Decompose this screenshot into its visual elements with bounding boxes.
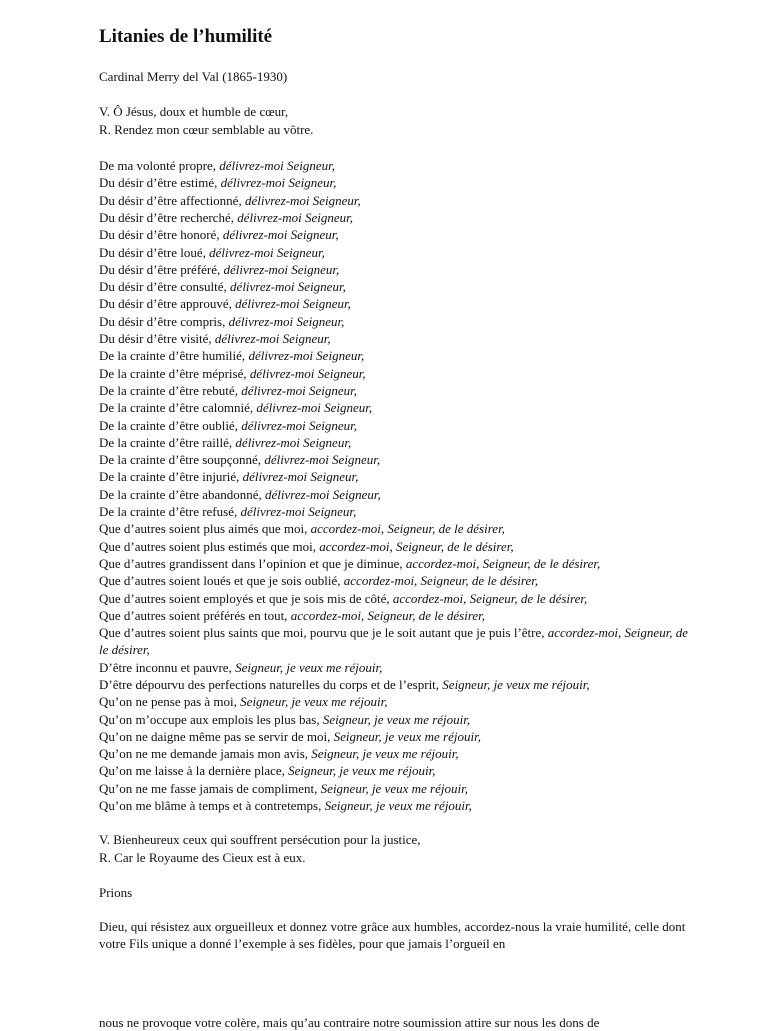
- litany-line: [99, 745, 698, 762]
- invocation-response: Seigneur, je veux me réjouir,: [235, 659, 383, 675]
- litany-line: [99, 538, 698, 555]
- litany-line: [99, 659, 698, 676]
- invocation-text: De la crainte d’être rebuté,: [99, 382, 242, 398]
- invocation-response: délivrez-moi Seigneur,: [235, 296, 351, 312]
- litany-line: [99, 520, 698, 537]
- litany-line: [99, 607, 698, 624]
- invocation-text: Du désir d’être préféré,: [99, 261, 224, 277]
- invocation-text: Du désir d’être affectionné,: [99, 192, 245, 208]
- invocation-response: délivrez-moi Seigneur,: [248, 348, 365, 364]
- invocation-text: Qu’on me blâme à temps et à contretemps,: [99, 798, 325, 813]
- litany-line: [99, 261, 698, 278]
- response: R. Rendez mon cœur semblable au vôtre.: [99, 122, 314, 137]
- invocation-response: délivrez-moi Seigneur,: [264, 452, 381, 468]
- closing-versicle: V. Bienheureux ceux qui souffrent persécution pour la justice,: [99, 832, 421, 847]
- invocation-text: Du désir d’être visité,: [99, 331, 215, 346]
- invocation-response: délivrez-moi Seigneur,: [214, 331, 331, 346]
- litany-line: [99, 762, 698, 779]
- invocation-response: Seigneur, je veux me réjouir,: [311, 746, 459, 762]
- invocation-response: délivrez-moi Seigneur,: [237, 209, 354, 225]
- litany-line: [99, 555, 698, 572]
- invocation-response: délivrez-moi Seigneur,: [241, 382, 357, 398]
- invocation-text: Qu’on ne me fasse jamais de compliment,: [99, 780, 321, 796]
- invocation-text: Du désir d’être approuvé,: [99, 296, 236, 312]
- litany-line: [99, 382, 698, 399]
- cut-off-text-line: nous ne provoque votre colère, mais qu’au contraire notre soumission attire sur nous les dons de: [99, 1015, 600, 1030]
- invocation-response: accordez-moi, Seigneur, de le désirer,: [319, 538, 514, 554]
- invocation-response: Seigneur, je veux me réjouir,: [240, 694, 388, 710]
- invocation-response: accordez-moi, Seigneur, de le désirer,: [405, 555, 601, 571]
- closing-response: R. Car le Royaume des Cieux est à eux.: [99, 850, 306, 865]
- invocation-response: accordez-moi, Seigneur, de le désirer,: [99, 625, 689, 658]
- invocation-text: De la crainte d’être calomnié,: [99, 400, 257, 416]
- invocation-response: délivrez-moi Seigneur,: [223, 261, 340, 277]
- litany-line: [99, 624, 698, 658]
- litany-line: [99, 399, 698, 416]
- invocation-text: D’être inconnu et pauvre,: [99, 659, 236, 675]
- invocation-text: Qu’on me laisse à la dernière place,: [99, 763, 289, 779]
- invocation-response: Seigneur, je veux me réjouir,: [333, 728, 481, 744]
- invocation-text: Du désir d’être honoré,: [99, 227, 223, 243]
- litany-line: [99, 365, 698, 382]
- invocation-response: délivrez-moi Seigneur,: [244, 192, 361, 208]
- invocation-response: délivrez-moi Seigneur,: [228, 313, 345, 329]
- invocation-text: Que d’autres soient plus saints que moi, pourvu que je le soit autant que je puis l’être,: [99, 625, 548, 641]
- litany-line: [99, 209, 698, 226]
- invocation-text: Du désir d’être consulté,: [99, 279, 231, 295]
- invocation-text: Que d’autres soient employés et que je sois mis de côté,: [99, 590, 393, 606]
- invocation-text: Du désir d’être estimé,: [99, 175, 221, 191]
- litany-line: [99, 278, 698, 295]
- document-title: Litanies de l’humilité: [99, 26, 273, 47]
- invocation-response: accordez-moi, Seigneur, de le désirer,: [343, 573, 539, 589]
- invocation-text: Que d’autres soient plus aimés que moi,: [99, 521, 311, 537]
- invocation-response: délivrez-moi Seigneur,: [242, 469, 359, 485]
- litany-line: [99, 313, 698, 330]
- litany-line: [99, 451, 698, 468]
- invocation-response: délivrez-moi Seigneur,: [209, 244, 325, 260]
- litany-line: [99, 797, 698, 814]
- litany-line: [99, 244, 698, 261]
- invocation-text: Qu’on ne me demande jamais mon avis,: [99, 746, 312, 762]
- invocation-response: délivrez-moi Seigneur,: [220, 175, 337, 191]
- litany-line: [99, 157, 698, 174]
- invocation-response: Seigneur, je veux me réjouir,: [288, 763, 436, 779]
- litany-line: [99, 192, 698, 209]
- litany-line: [99, 434, 698, 451]
- author-line: Cardinal Merry del Val (1865-1930): [99, 69, 288, 84]
- invocation-text: De ma volonté propre,: [99, 158, 220, 173]
- invocation-text: Que d’autres soient préférés en tout,: [99, 607, 291, 623]
- invocation-response: délivrez-moi Seigneur,: [256, 400, 373, 416]
- litany-line: [99, 347, 698, 364]
- invocation-text: Du désir d’être compris,: [99, 313, 229, 329]
- litany-line: [99, 503, 698, 520]
- invocation-response: délivrez-moi Seigneur,: [241, 417, 357, 433]
- litany-line: [99, 780, 698, 797]
- invocation-text: Que d’autres soient plus estimés que moi,: [99, 538, 320, 554]
- invocation-text: Du désir d’être loué,: [99, 244, 210, 260]
- invocation-response: Seigneur, je veux me réjouir,: [320, 780, 468, 796]
- invocation-text: Qu’on ne pense pas à moi,: [99, 694, 241, 710]
- litany-line: [99, 486, 698, 503]
- invocation-text: De la crainte d’être injurié,: [99, 469, 243, 485]
- invocation-text: De la crainte d’être soupçonné,: [99, 452, 265, 468]
- invocation-response: délivrez-moi Seigneur,: [235, 434, 352, 450]
- litany-line: [99, 693, 698, 710]
- litany-line: [99, 590, 698, 607]
- litany-line: [99, 728, 698, 745]
- invocation-response: accordez-moi, Seigneur, de le désirer,: [310, 521, 505, 537]
- litany-line: [99, 295, 698, 312]
- invocation-response: délivrez-moi Seigneur,: [219, 158, 335, 173]
- invocation-response: accordez-moi, Seigneur, de le désirer,: [290, 607, 486, 623]
- invocation-text: De la crainte d’être oublié,: [99, 417, 242, 433]
- invocation-text: De la crainte d’être humilié,: [99, 348, 249, 364]
- litany-line: [99, 572, 698, 589]
- litany-line: [99, 417, 698, 434]
- invocation-text: Que d’autres soient loués et que je sois oublié,: [99, 573, 344, 589]
- invocation-response: Seigneur, je veux me réjouir,: [324, 798, 472, 813]
- litany-line: [99, 468, 698, 485]
- invocation-response: Seigneur, je veux me réjouir,: [442, 676, 590, 692]
- invocation-text: Que d’autres grandissent dans l’opinion et que je diminue,: [99, 555, 406, 571]
- prayer-paragraph: Dieu, qui résistez aux orgueilleux et donnez votre grâce aux humbles, accordez-nous la vraie humilité, celle dont votre Fils unique a donné l’exemple à ses fidèles, pour que jamais l’orgueil en: [99, 919, 686, 951]
- invocation-text: Du désir d’être recherché,: [99, 209, 238, 225]
- invocation-text: De la crainte d’être méprisé,: [99, 365, 250, 381]
- invocation-text: De la crainte d’être refusé,: [99, 504, 241, 519]
- invocation-response: délivrez-moi Seigneur,: [222, 227, 339, 243]
- invocation-response: délivrez-moi Seigneur,: [240, 504, 357, 519]
- litany-line: [99, 711, 698, 728]
- invocation-response: accordez-moi, Seigneur, de le désirer,: [392, 590, 588, 606]
- invocation-response: délivrez-moi Seigneur,: [265, 486, 381, 502]
- invocation-response: délivrez-moi Seigneur,: [249, 365, 366, 381]
- invocation-text: De la crainte d’être raillé,: [99, 434, 236, 450]
- litany-line: [99, 330, 698, 347]
- invocation-text: D’être dépourvu des perfections naturelles du corps et de l’esprit,: [99, 676, 443, 692]
- invocation-text: Qu’on ne daigne même pas se servir de moi,: [99, 728, 334, 744]
- versicle: V. Ô Jésus, doux et humble de cœur,: [99, 104, 289, 119]
- prayer-heading: Prions: [99, 885, 133, 900]
- litany-line: [99, 226, 698, 243]
- litany-line: [99, 174, 698, 191]
- invocation-response: délivrez-moi Seigneur,: [230, 279, 346, 295]
- invocation-response: Seigneur, je veux me réjouir,: [322, 711, 471, 727]
- invocation-text: Qu’on m’occupe aux emplois les plus bas,: [99, 711, 323, 727]
- invocation-text: De la crainte d’être abandonné,: [99, 486, 266, 502]
- litany-line: [99, 676, 698, 693]
